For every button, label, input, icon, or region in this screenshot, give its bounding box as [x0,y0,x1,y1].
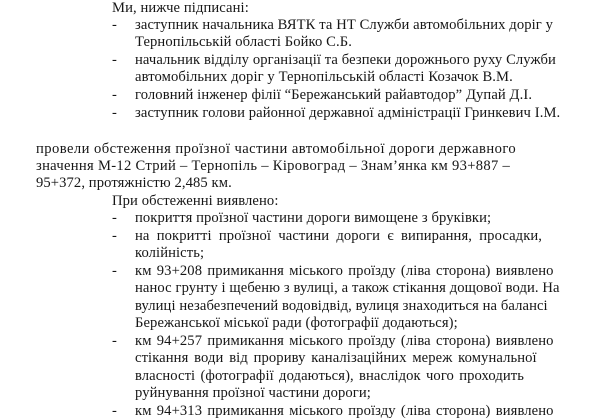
bullet-dash: - [112,263,117,279]
signatory-line: заступник голови районної державної адміністрації Гринкевич І.М. [135,105,561,121]
signatory-line: заступник начальника ВЯТК та НТ Служби автомобільних доріг у [135,17,554,33]
bullet-dash: - [112,403,117,419]
bullet-dash: - [112,105,117,121]
signatory-line: начальник відділу організації та безпеки дорожнього руху Служби [135,52,556,68]
statement-line: провели обстеження проїзної частини автомобільної дороги державного [36,141,517,157]
bullet-dash: - [112,17,117,33]
bullet-dash: - [112,52,117,68]
finding-line: км 94+313 примикання міського проїзду (ліва сторона) виявлено [135,403,554,419]
signatory-line: автомобільних доріг у Тернопільській області Козачок В.М. [135,69,513,85]
statement-line: значення М-12 Стрий – Тернопіль – Кіровоград – Знам’янка км 93+887 – [36,158,511,174]
finding-line: руйнування проїзної частини дороги; [135,385,371,401]
statement-line: 95+372, протяжністю 2,485 км. [36,175,232,191]
bullet-dash: - [112,333,117,349]
finding-line: на покритті проїзної частини дороги є випирання, просадки, [135,228,543,244]
signatory-line: Тернопільській області Бойко С.Б. [135,34,352,50]
finding-line: Бережанської міської ради (фотографії додаються); [135,315,458,331]
signatory-line: головний інженер філії “Бережанський райавтодор” Дупай Д.І. [135,87,533,103]
finding-line: нанос грунту і щебеню з вулиці, а також стікання дощової води. На [135,280,560,296]
finding-line: вулиці незабезпечений водовідвід, вулиця знаходиться на балансі [135,298,548,314]
finding-line: стікання води від прориву каналізаційних мереж комунальної [135,350,537,366]
findings-intro: При обстеженні виявлено: [112,193,279,209]
finding-line: км 94+257 примикання міського проїзду (ліва сторона) виявлено [135,333,554,349]
finding-line: км 93+208 примикання міського проїзду (ліва сторона) виявлено [135,263,554,279]
bullet-dash: - [112,210,117,226]
intro-text: Ми, нижче підписані: [112,0,249,16]
bullet-dash: - [112,228,117,244]
finding-line: колійність; [135,245,205,261]
finding-line: покриття проїзної частини дороги вимощене з бруківки; [135,210,492,226]
finding-line: власності (фотографії додаються), внаслідок чого проходить [135,368,525,384]
bullet-dash: - [112,87,117,103]
